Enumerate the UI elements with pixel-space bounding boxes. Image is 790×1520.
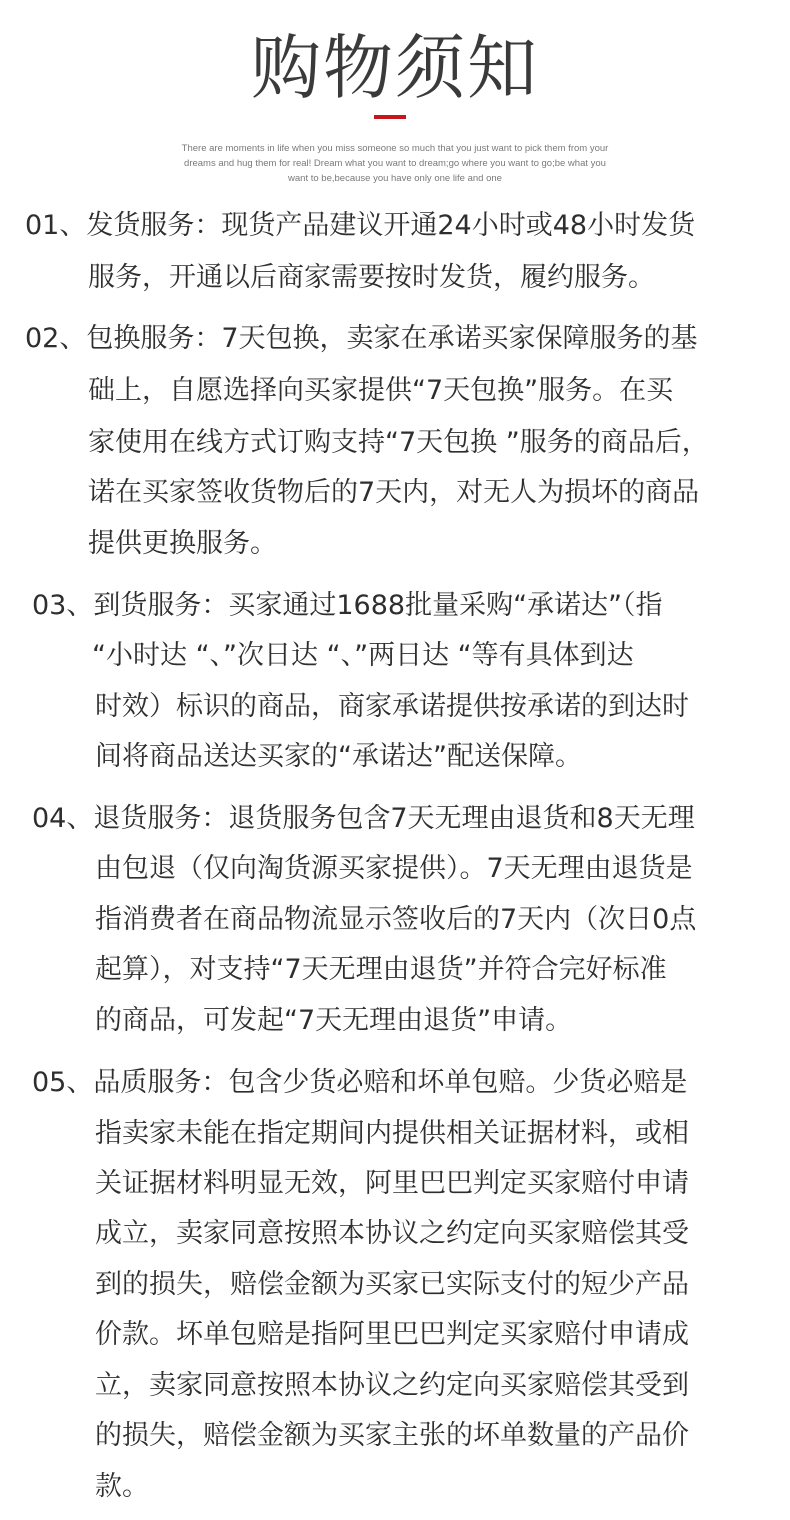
notice-line: 关证据材料明显无效，阿里巴巴判定买家赔付申请 [95, 1168, 689, 1199]
notice-line: 间将商品送达买家的“承诺达”配送保障。 [95, 741, 582, 772]
notice-line: 价款。坏单包赔是指阿里巴巴判定买家赔付申请成 [95, 1319, 689, 1350]
notice-line: 的商品，可发起“7天无理由退货”申请。 [95, 1005, 573, 1036]
notice-line: 01、发货服务：现货产品建议开通24小时或48小时发货 [25, 210, 696, 241]
subtitle-line: There are moments in life when you miss someone so much that you just want to pick them from your [181, 143, 609, 154]
notice-line: 家使用在线方式订购支持“7天包换 ”服务的商品后， [88, 427, 709, 458]
subtitle-line: want to be,because you have only one life and one [288, 173, 502, 184]
notice-line: 起算），对支持“7天无理由退货”并符合完好标准 [95, 954, 667, 985]
notice-line: 款。 [95, 1471, 149, 1502]
notice-line: 立，卖家同意按照本协议之约定向买家赔偿其受到 [95, 1370, 689, 1401]
title-accent-divider [374, 115, 406, 119]
notice-line: 指消费者在商品物流显示签收后的7天内（次日0点 [95, 904, 697, 935]
notice-line: 05、品质服务：包含少货必赔和坏单包赔。少货必赔是 [32, 1067, 688, 1098]
notice-line: 时效）标识的商品，商家承诺提供按承诺的到达时 [95, 691, 689, 722]
notice-line: 03、到货服务：买家通过1688批量采购“承诺达”（指 [32, 590, 663, 621]
notice-line: 础上，自愿选择向买家提供“7天包换”服务。在买 [88, 375, 674, 406]
notice-line: 04、退货服务：退货服务包含7天无理由退货和8天无理 [32, 803, 695, 834]
page-title: 购物须知 [251, 27, 539, 109]
subtitle-text [130, 141, 660, 186]
notice-line: 由包退（仅向淘货源买家提供）。7天无理由退货是 [95, 853, 693, 884]
notice-line: 02、包换服务：7天包换，卖家在承诺买家保障服务的基 [25, 323, 698, 354]
notice-line: 诺在买家签收货物后的7天内，对无人为损坏的商品 [88, 477, 700, 508]
notice-line: 提供更换服务。 [88, 528, 277, 559]
notice-line: 服务，开通以后商家需要按时发货，履约服务。 [88, 262, 655, 293]
notice-line: 成立，卖家同意按照本协议之约定向买家赔偿其受 [95, 1218, 689, 1249]
subtitle-line: dreams and hug them for real! Dream what you want to dream;go where you want to go;be what you [184, 158, 606, 169]
notice-line: 的损失，赔偿金额为买家主张的坏单数量的产品价 [95, 1420, 689, 1451]
notice-line: 指卖家未能在指定期间内提供相关证据材料，或相 [95, 1118, 689, 1149]
notice-line: 到的损失，赔偿金额为买家已实际支付的短少产品 [95, 1269, 689, 1300]
notice-line: “小时达 “、”次日达 “、”两日达 “等有具体到达 [92, 640, 634, 671]
